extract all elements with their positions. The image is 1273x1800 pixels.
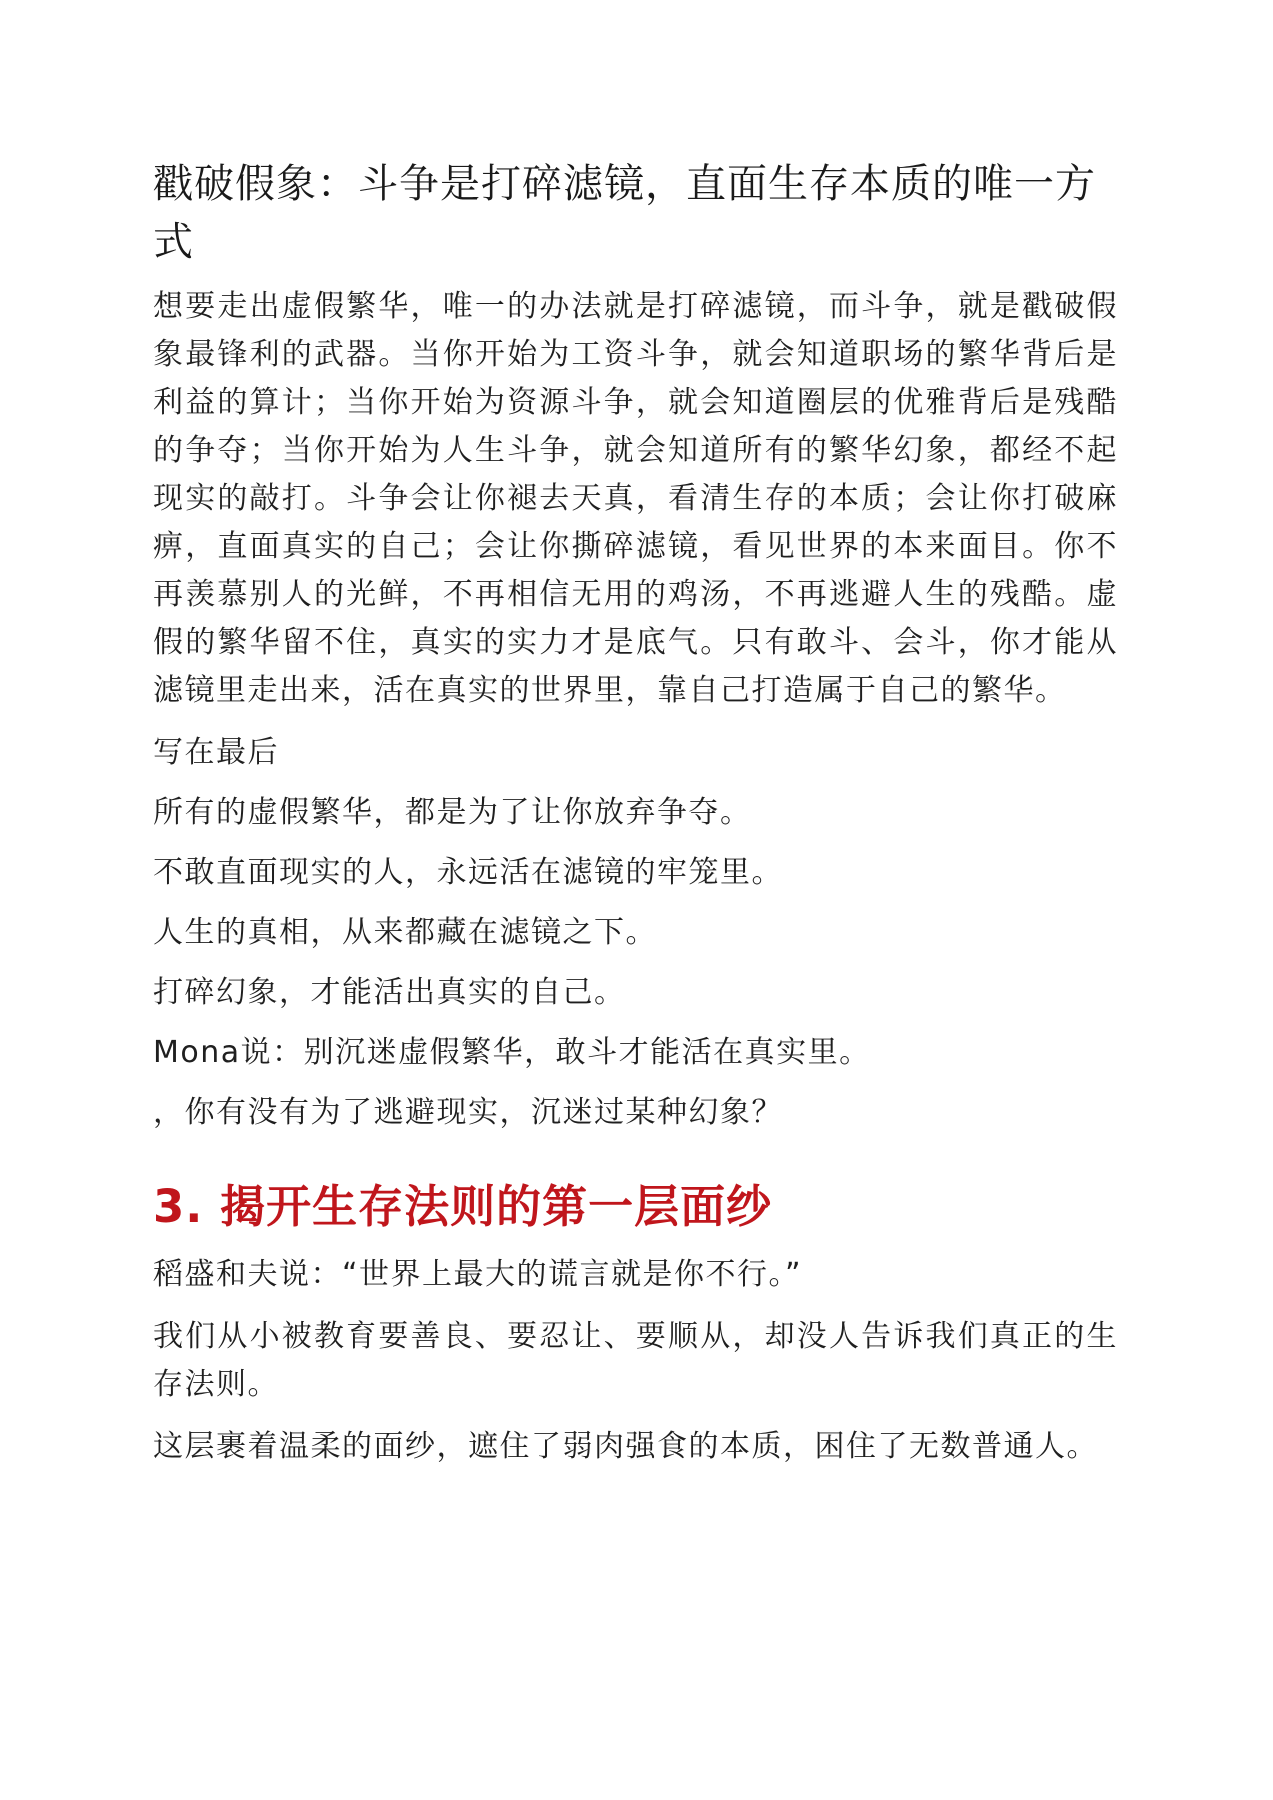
red-section-heading: 3. 揭开生存法则的第一层面纱 [153, 1180, 773, 1233]
closing-label: 写在最后 [153, 735, 279, 770]
closing-line-6: ，你有没有为了逃避现实，沉迷过某种幻象？ [153, 1095, 783, 1130]
closing-line-2: 不敢直面现实的人，永远活在滤镜的牢笼里。 [153, 855, 783, 890]
quote-line: 稻盛和夫说：“世界上最大的谎言就是你不行。” [153, 1257, 803, 1292]
closing-line-5: Mona说：别沉迷虚假繁华，敢斗才能活在真实里。 [153, 1035, 871, 1070]
closing-line-3: 人生的真相，从来都藏在滤镜之下。 [153, 915, 657, 950]
article-body [153, 155, 1118, 1471]
section3-paragraph-2: 这层裹着温柔的面纱，遮住了弱肉强食的本质，困住了无数普通人。 [153, 1429, 1098, 1464]
section-title: 戳破假象：斗争是打碎滤镜，直面生存本质的唯一方式 [153, 161, 1096, 265]
section3-paragraph-1: 我们从小被教育要善良、要忍让、要顺从，却没人告诉我们真正的生存法则。 [153, 1319, 1118, 1402]
closing-line-1: 所有的虚假繁华，都是为了让你放弃争夺。 [153, 795, 752, 830]
section-paragraph: 想要走出虚假繁华，唯一的办法就是打碎滤镜，而斗争，就是戳破假象最锋利的武器。当你开始为工资斗争，就会知道职场的繁华背后是利益的算计；当你开始为资源斗争，就会知道圈层的优雅背后是残酷的争夺；当你开始为人生斗争，就会知道所有的繁华幻象，都经不起现实的敲打。斗争会让你褪去天真，看清生存的本质；会让你打破麻痹，直面真实的自己；会让你撕碎滤镜，看见世界的本来面目。你不再羡慕别人的光鲜，不再相信无用的鸡汤，不再逃避人生的残酷。虚假的繁华留不住，真实的实力才是底气。只有敢斗、会斗，你才能从滤镜里走出来，活在真实的世界里，靠自己打造属于自己的繁华。 [153, 289, 1118, 708]
closing-line-4: 打碎幻象，才能活出真实的自己。 [153, 975, 626, 1010]
